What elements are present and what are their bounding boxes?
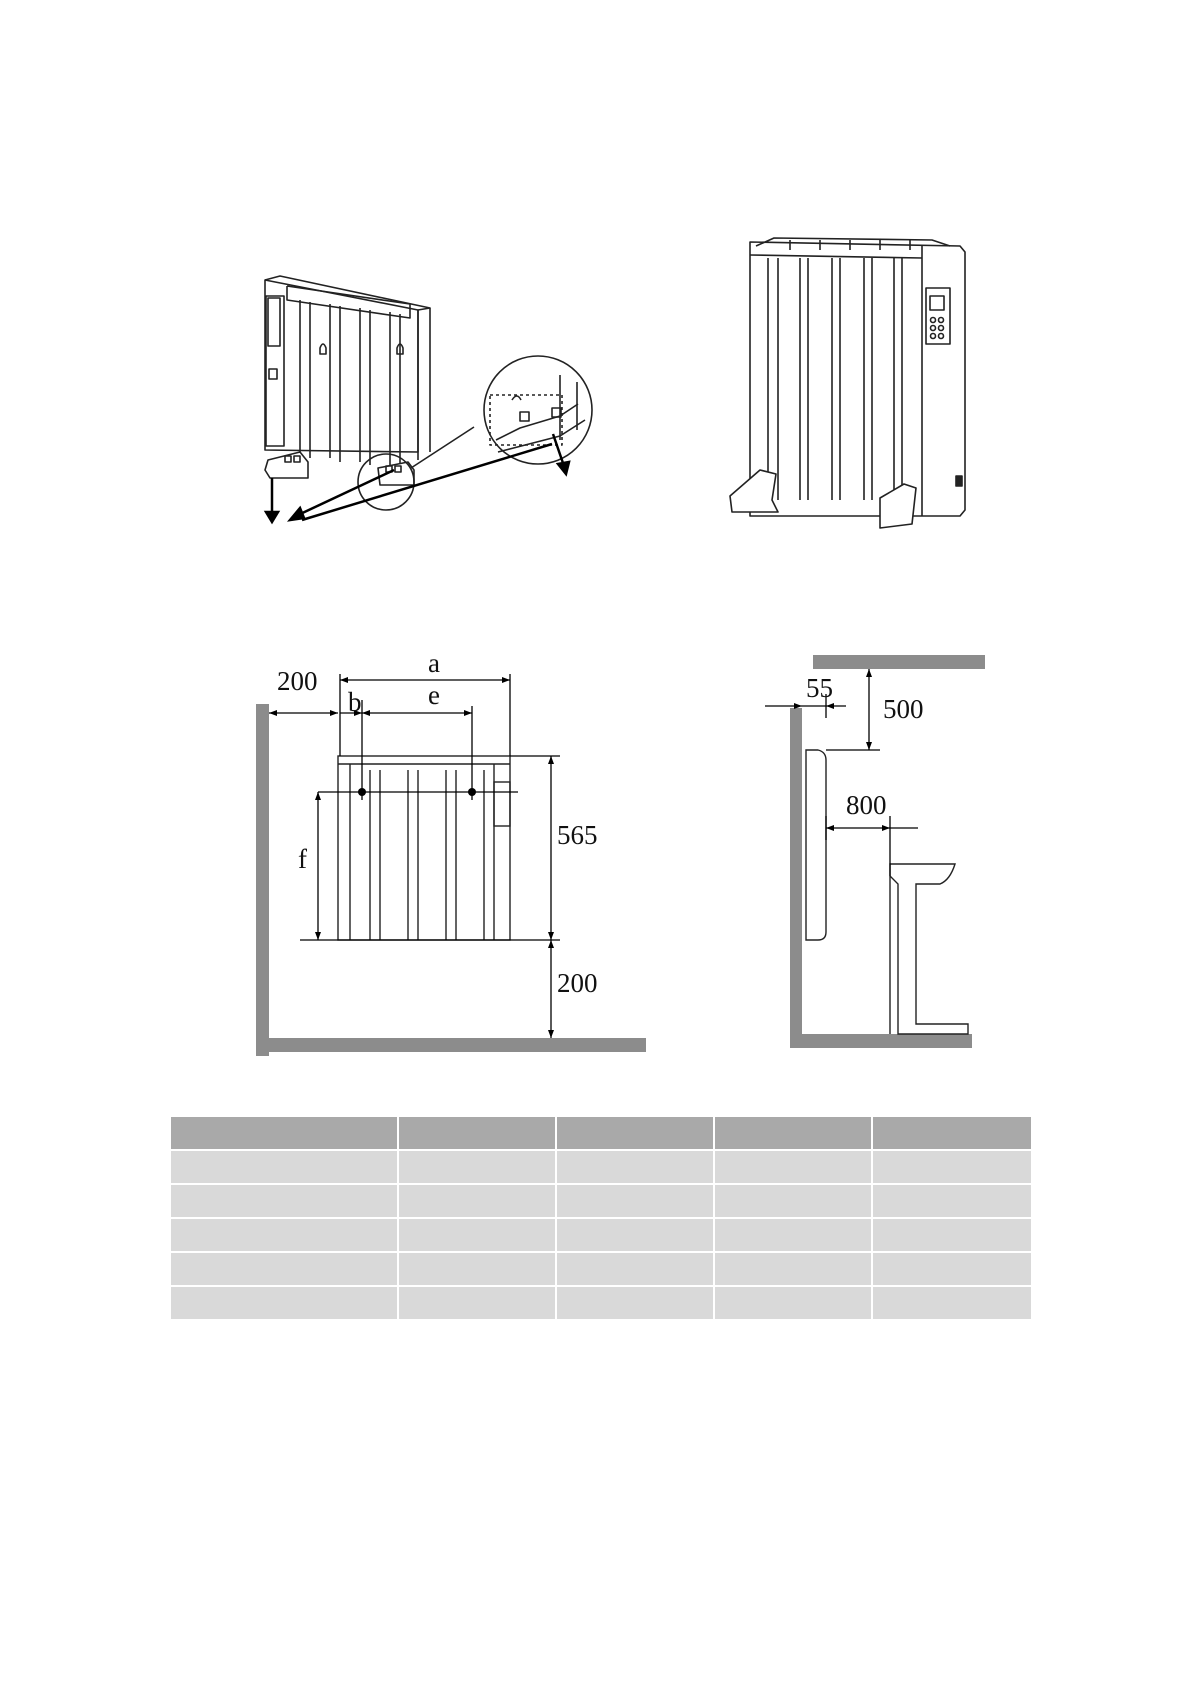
table-cell [398,1184,556,1218]
dim-label-wall-gap: 200 [277,666,318,696]
table-cell [714,1184,872,1218]
header-cell [398,1117,556,1150]
header-cell [556,1117,714,1150]
header-cell [872,1117,1032,1150]
table-cell [714,1252,872,1286]
table-cell [872,1252,1032,1286]
table-cell [556,1184,714,1218]
dim-label-b: b [348,687,362,717]
table-cell [398,1150,556,1184]
side-clearance-diagram [765,655,985,1048]
tilted-radiator-drawing [265,276,592,510]
table-cell [714,1150,872,1184]
table-cell [398,1252,556,1286]
table-cell [556,1218,714,1252]
dim-label-a: a [428,648,440,678]
table-cell [556,1286,714,1320]
dim-label-height: 565 [557,820,598,850]
table-cell [714,1286,872,1320]
table-row [171,1184,1032,1218]
table-cell [171,1184,398,1218]
upright-radiator-drawing [730,238,965,528]
table-cell [171,1286,398,1320]
dim-label-e: e [428,680,440,710]
table-cell [872,1150,1032,1184]
front-clearance-diagram [256,674,646,1056]
table-cell [556,1252,714,1286]
table-cell [872,1218,1032,1252]
table-row [171,1218,1032,1252]
header-cell [171,1117,398,1150]
dim-label-front-gap: 800 [846,790,887,820]
table-cell [398,1218,556,1252]
table-header-row [171,1117,1032,1150]
table-cell [398,1286,556,1320]
header-cell [714,1117,872,1150]
table-row [171,1286,1032,1320]
table-row [171,1150,1032,1184]
table-cell [556,1150,714,1184]
table-cell [171,1218,398,1252]
dim-label-floor-gap: 200 [557,968,598,998]
dim-label-ceiling-gap: 500 [883,694,924,724]
table-cell [714,1218,872,1252]
dimensions-table [171,1117,1033,1321]
table-cell [872,1184,1032,1218]
dim-label-side-gap: 55 [806,673,833,703]
table-row [171,1252,1032,1286]
dim-label-f: f [298,844,307,874]
table-cell [171,1150,398,1184]
table-cell [872,1286,1032,1320]
table-cell [171,1252,398,1286]
